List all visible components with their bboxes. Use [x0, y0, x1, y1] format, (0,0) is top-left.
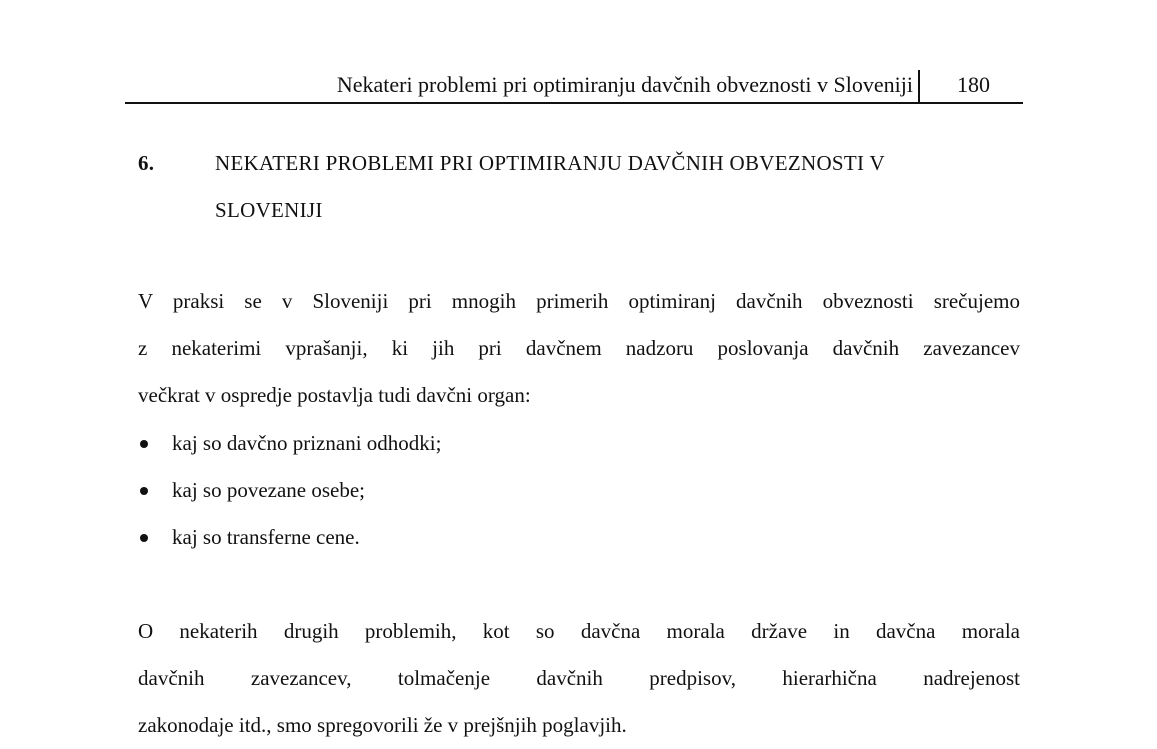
list-item-text: kaj so transferne cene.	[172, 525, 360, 549]
paragraph-line: davčnih zavezancev, tolmačenje davčnih predpisov, hierarhična nadrejenost	[138, 666, 1020, 690]
paragraph-line: V praksi se v Sloveniji pri mnogih primerih optimiranj davčnih obveznosti srečujemo	[138, 289, 1020, 313]
bullet-icon	[140, 440, 148, 448]
section-title-line: SLOVENIJI	[215, 198, 323, 222]
section-title-line: NEKATERI PROBLEMI PRI OPTIMIRANJU DAVČNIH OBVEZNOSTI V	[215, 151, 885, 175]
bullet-icon	[140, 534, 148, 542]
bullet-icon	[140, 487, 148, 495]
list-item	[138, 467, 1018, 514]
bullet-list	[138, 420, 1018, 561]
paragraph-line: zakonodaje itd., smo spregovorili že v prejšnjih poglavjih.	[138, 713, 627, 737]
paragraph-intro	[138, 278, 1020, 419]
header-divider	[918, 70, 920, 102]
section-number: 6.	[138, 151, 155, 175]
list-item	[138, 514, 1018, 561]
list-item-text: kaj so povezane osebe;	[172, 478, 366, 502]
page-number: 180	[957, 72, 990, 97]
paragraph-line: z nekaterimi vprašanji, ki jih pri davčnem nadzoru poslovanja davčnih zavezancev	[138, 336, 1020, 360]
list-item-text: kaj so davčno priznani odhodki;	[172, 431, 442, 455]
section-title	[215, 140, 1020, 234]
running-header	[125, 66, 1023, 104]
paragraph-other-problems	[138, 608, 1020, 749]
paragraph-line: večkrat v ospredje postavlja tudi davčni organ:	[138, 383, 531, 407]
paragraph-line: O nekaterih drugih problemih, kot so davčna morala države in davčna morala	[138, 619, 1020, 643]
running-title: Nekateri problemi pri optimiranju davčnih obveznosti v Sloveniji	[336, 72, 913, 97]
list-item	[138, 420, 1018, 467]
